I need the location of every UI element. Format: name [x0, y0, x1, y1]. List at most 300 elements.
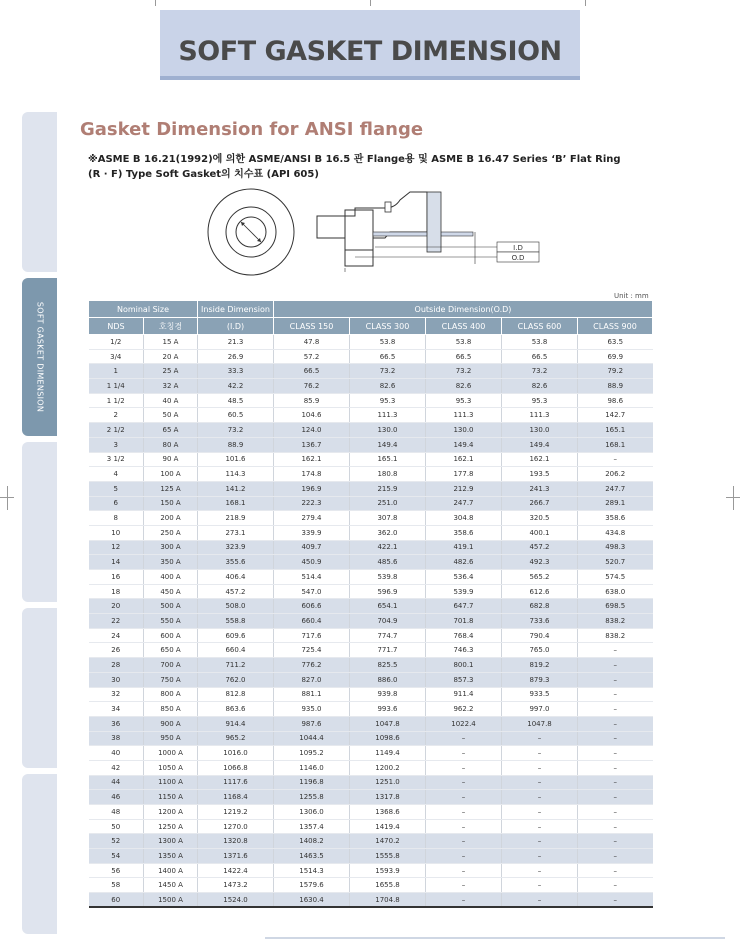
table-cell: 939.8: [350, 687, 426, 702]
table-cell: –: [502, 819, 578, 834]
table-cell: 1250 A: [144, 819, 198, 834]
header-outside-dimension: Outside Dimension(O.D): [274, 301, 653, 318]
table-cell: 1514.3: [274, 863, 350, 878]
table-cell: 165.1: [350, 452, 426, 467]
table-cell: 879.3: [502, 672, 578, 687]
table-cell: 47.8: [274, 335, 350, 350]
table-cell: 800.1: [426, 658, 502, 673]
table-cell: 57.2: [274, 349, 350, 364]
table-cell: 1095.2: [274, 746, 350, 761]
table-cell: –: [502, 878, 578, 893]
table-cell: 536.4: [426, 570, 502, 585]
table-cell: 1317.8: [350, 790, 426, 805]
table-cell: 88.9: [578, 379, 653, 394]
table-cell: 28: [89, 658, 144, 673]
table-cell: 16: [89, 570, 144, 585]
table-cell: 215.9: [350, 481, 426, 496]
table-cell: 149.4: [350, 437, 426, 452]
table-cell: 500 A: [144, 599, 198, 614]
table-cell: 1168.4: [198, 790, 274, 805]
header-class-900: CLASS 900: [578, 318, 653, 335]
table-cell: 790.4: [502, 628, 578, 643]
table-cell: 80 A: [144, 437, 198, 452]
table-cell: 323.9: [198, 540, 274, 555]
crop-mark-right-v: [733, 486, 734, 510]
table-cell: 289.1: [578, 496, 653, 511]
table-cell: 638.0: [578, 584, 653, 599]
crop-mark-left-v: [7, 486, 8, 510]
table-cell: 933.5: [502, 687, 578, 702]
table-cell: 125 A: [144, 481, 198, 496]
table-cell: 63.5: [578, 335, 653, 350]
table-cell: 40: [89, 746, 144, 761]
table-cell: 73.2: [350, 364, 426, 379]
table-cell: 434.8: [578, 525, 653, 540]
side-tab-label: [22, 278, 57, 436]
table-cell: 1368.6: [350, 805, 426, 820]
table-cell: 12: [89, 540, 144, 555]
header-class-300: CLASS 300: [350, 318, 426, 335]
table-cell: 1255.8: [274, 790, 350, 805]
table-cell: –: [578, 746, 653, 761]
side-tab-4[interactable]: [22, 608, 57, 768]
table-cell: 1146.0: [274, 760, 350, 775]
table-cell: –: [426, 819, 502, 834]
table-row: [89, 555, 653, 570]
page-title: SOFT GASKET DIMENSION: [178, 36, 562, 67]
table-cell: –: [426, 893, 502, 908]
table-cell: 3: [89, 437, 144, 452]
table-cell: 222.3: [274, 496, 350, 511]
table-sub-header-row: [89, 318, 653, 335]
table-cell: –: [426, 849, 502, 864]
table-row: [89, 540, 653, 555]
table-cell: 1047.8: [502, 716, 578, 731]
table-cell: –: [426, 863, 502, 878]
table-cell: –: [578, 790, 653, 805]
table-cell: 733.6: [502, 614, 578, 629]
table-cell: 251.0: [350, 496, 426, 511]
table-cell: 419.1: [426, 540, 502, 555]
table-cell: 241.3: [502, 481, 578, 496]
table-cell: 1066.8: [198, 760, 274, 775]
table-cell: –: [426, 760, 502, 775]
table-cell: –: [578, 878, 653, 893]
table-cell: 350 A: [144, 555, 198, 570]
table-cell: 1016.0: [198, 746, 274, 761]
table-cell: 25 A: [144, 364, 198, 379]
table-row: [89, 393, 653, 408]
table-cell: 26: [89, 643, 144, 658]
table-cell: 1306.0: [274, 805, 350, 820]
table-row: [89, 423, 653, 438]
table-cell: 1200 A: [144, 805, 198, 820]
table-row: [89, 614, 653, 629]
table-cell: 177.8: [426, 467, 502, 482]
table-cell: 76.2: [274, 379, 350, 394]
table-cell: –: [578, 452, 653, 467]
table-cell: 1: [89, 364, 144, 379]
table-cell: 1300 A: [144, 834, 198, 849]
table-cell: 1200.2: [350, 760, 426, 775]
table-cell: –: [426, 878, 502, 893]
table-cell: 111.3: [426, 408, 502, 423]
table-cell: 168.1: [198, 496, 274, 511]
table-cell: 1704.8: [350, 893, 426, 908]
table-row: [89, 716, 653, 731]
table-cell: 98.6: [578, 393, 653, 408]
table-cell: 66.5: [274, 364, 350, 379]
table-cell: 124.0: [274, 423, 350, 438]
table-cell: 4: [89, 467, 144, 482]
id-label: I.D: [513, 244, 523, 252]
table-cell: –: [578, 672, 653, 687]
table-cell: 136.7: [274, 437, 350, 452]
table-cell: 704.9: [350, 614, 426, 629]
header-banner-shadow: [160, 76, 580, 80]
table-row: [89, 893, 653, 908]
table-cell: 355.6: [198, 555, 274, 570]
table-row: [89, 467, 653, 482]
table-cell: 457.2: [198, 584, 274, 599]
table-group-header-row: [89, 301, 653, 318]
table-cell: 8: [89, 511, 144, 526]
table-cell: –: [578, 658, 653, 673]
table-cell: 73.2: [426, 364, 502, 379]
table-cell: –: [578, 643, 653, 658]
table-cell: 95.3: [426, 393, 502, 408]
table-cell: 196.9: [274, 481, 350, 496]
table-cell: 422.1: [350, 540, 426, 555]
table-cell: 762.0: [198, 672, 274, 687]
table-cell: 1149.4: [350, 746, 426, 761]
table-cell: 1 1/4: [89, 379, 144, 394]
table-cell: 1044.4: [274, 731, 350, 746]
table-cell: 1251.0: [350, 775, 426, 790]
header-nds: NDS: [89, 318, 144, 335]
table-cell: 609.6: [198, 628, 274, 643]
table-cell: 218.9: [198, 511, 274, 526]
table-cell: 539.9: [426, 584, 502, 599]
table-cell: 1371.6: [198, 849, 274, 864]
header-nominal-korean: 호칭경: [144, 318, 198, 335]
table-cell: 168.1: [578, 437, 653, 452]
table-row: [89, 878, 653, 893]
table-cell: 34: [89, 702, 144, 717]
side-tab-1[interactable]: [22, 112, 57, 272]
table-cell: 701.8: [426, 614, 502, 629]
table-cell: 1000 A: [144, 746, 198, 761]
table-cell: 1098.6: [350, 731, 426, 746]
table-row: [89, 628, 653, 643]
table-cell: 320.5: [502, 511, 578, 526]
table-cell: 700 A: [144, 658, 198, 673]
table-row: [89, 819, 653, 834]
table-cell: 1320.8: [198, 834, 274, 849]
table-cell: –: [502, 746, 578, 761]
table-cell: 987.6: [274, 716, 350, 731]
table-cell: 857.3: [426, 672, 502, 687]
table-cell: 725.4: [274, 643, 350, 658]
table-cell: 900 A: [144, 716, 198, 731]
table-cell: 1463.5: [274, 849, 350, 864]
table-cell: 492.3: [502, 555, 578, 570]
header-class-150: CLASS 150: [274, 318, 350, 335]
table-cell: 746.3: [426, 643, 502, 658]
table-cell: 647.7: [426, 599, 502, 614]
table-cell: 5: [89, 481, 144, 496]
table-row: [89, 672, 653, 687]
side-tab-3[interactable]: [22, 442, 57, 602]
crop-mark-top-center: [370, 0, 371, 6]
table-cell: 409.7: [274, 540, 350, 555]
table-cell: 130.0: [426, 423, 502, 438]
table-cell: –: [578, 731, 653, 746]
table-cell: 771.7: [350, 643, 426, 658]
table-cell: 863.6: [198, 702, 274, 717]
table-cell: 85.9: [274, 393, 350, 408]
table-cell: 914.4: [198, 716, 274, 731]
table-cell: 20: [89, 599, 144, 614]
table-cell: 1350 A: [144, 849, 198, 864]
header-class-600: CLASS 600: [502, 318, 578, 335]
table-cell: 100 A: [144, 467, 198, 482]
table-cell: –: [502, 760, 578, 775]
table-cell: 46: [89, 790, 144, 805]
table-cell: 15 A: [144, 335, 198, 350]
table-cell: 20 A: [144, 349, 198, 364]
table-cell: 38: [89, 731, 144, 746]
table-cell: 73.2: [198, 423, 274, 438]
table-cell: –: [502, 805, 578, 820]
table-cell: –: [578, 893, 653, 908]
table-cell: 485.6: [350, 555, 426, 570]
table-cell: –: [426, 834, 502, 849]
table-cell: 886.0: [350, 672, 426, 687]
table-cell: 358.6: [578, 511, 653, 526]
gasket-diagram: [205, 188, 565, 278]
table-cell: –: [502, 863, 578, 878]
table-cell: 450.9: [274, 555, 350, 570]
table-cell: 482.6: [426, 555, 502, 570]
table-row: [89, 481, 653, 496]
table-cell: 82.6: [350, 379, 426, 394]
table-cell: 1500 A: [144, 893, 198, 908]
table-cell: 800 A: [144, 687, 198, 702]
table-cell: 711.2: [198, 658, 274, 673]
table-cell: 660.4: [274, 614, 350, 629]
table-cell: 1593.9: [350, 863, 426, 878]
table-cell: –: [426, 746, 502, 761]
table-cell: 6: [89, 496, 144, 511]
table-cell: 457.2: [502, 540, 578, 555]
table-cell: 825.5: [350, 658, 426, 673]
table-cell: 21.3: [198, 335, 274, 350]
table-row: [89, 760, 653, 775]
table-cell: 508.0: [198, 599, 274, 614]
table-cell: 612.6: [502, 584, 578, 599]
table-cell: 111.3: [350, 408, 426, 423]
crop-mark-top-right: [585, 0, 586, 6]
table-cell: 174.8: [274, 467, 350, 482]
table-cell: 514.4: [274, 570, 350, 585]
table-cell: 654.1: [350, 599, 426, 614]
table-cell: 79.2: [578, 364, 653, 379]
table-cell: 717.6: [274, 628, 350, 643]
table-cell: 1422.4: [198, 863, 274, 878]
table-cell: –: [502, 731, 578, 746]
table-cell: 66.5: [502, 349, 578, 364]
table-cell: 819.2: [502, 658, 578, 673]
table-cell: 812.8: [198, 687, 274, 702]
header-banner: [160, 10, 580, 80]
table-cell: 1630.4: [274, 893, 350, 908]
table-cell: 33.3: [198, 364, 274, 379]
table-cell: 50 A: [144, 408, 198, 423]
table-cell: –: [578, 819, 653, 834]
od-label: O.D: [511, 254, 525, 262]
table-cell: 1117.6: [198, 775, 274, 790]
table-cell: 53.8: [502, 335, 578, 350]
table-cell: 358.6: [426, 525, 502, 540]
table-cell: 10: [89, 525, 144, 540]
table-cell: 600 A: [144, 628, 198, 643]
table-cell: 50: [89, 819, 144, 834]
table-row: [89, 452, 653, 467]
table-cell: 279.4: [274, 511, 350, 526]
table-cell: 547.0: [274, 584, 350, 599]
table-cell: 48: [89, 805, 144, 820]
table-cell: 1150 A: [144, 790, 198, 805]
table-cell: 539.8: [350, 570, 426, 585]
table-cell: 498.3: [578, 540, 653, 555]
table-cell: 18: [89, 584, 144, 599]
table-cell: 1524.0: [198, 893, 274, 908]
table-cell: –: [578, 863, 653, 878]
table-cell: 765.0: [502, 643, 578, 658]
table-cell: –: [578, 834, 653, 849]
table-cell: 60.5: [198, 408, 274, 423]
table-cell: –: [578, 805, 653, 820]
table-cell: 1100 A: [144, 775, 198, 790]
table-cell: –: [578, 687, 653, 702]
table-cell: 66.5: [426, 349, 502, 364]
crop-mark-top-left: [155, 0, 156, 6]
table-row: [89, 731, 653, 746]
table-cell: 750 A: [144, 672, 198, 687]
table-cell: –: [578, 702, 653, 717]
table-cell: 574.5: [578, 570, 653, 585]
table-cell: 300 A: [144, 540, 198, 555]
table-row: [89, 643, 653, 658]
table-cell: –: [502, 790, 578, 805]
table-cell: 1/2: [89, 335, 144, 350]
table-cell: –: [502, 834, 578, 849]
table-row: [89, 349, 653, 364]
table-cell: 114.3: [198, 467, 274, 482]
table-cell: 52: [89, 834, 144, 849]
table-row: [89, 584, 653, 599]
table-cell: 362.0: [350, 525, 426, 540]
table-cell: 1400 A: [144, 863, 198, 878]
table-body: [89, 335, 653, 908]
table-cell: –: [578, 775, 653, 790]
table-cell: 111.3: [502, 408, 578, 423]
table-cell: 1022.4: [426, 716, 502, 731]
table-row: [89, 437, 653, 452]
table-row: [89, 849, 653, 864]
table-cell: 14: [89, 555, 144, 570]
table-cell: 1579.6: [274, 878, 350, 893]
table-cell: 162.1: [502, 452, 578, 467]
table-row: [89, 775, 653, 790]
table-cell: –: [578, 716, 653, 731]
table-cell: 450 A: [144, 584, 198, 599]
table-cell: –: [578, 760, 653, 775]
table-cell: 193.5: [502, 467, 578, 482]
table-cell: 962.2: [426, 702, 502, 717]
bottom-rule: [265, 937, 725, 939]
table-cell: –: [502, 893, 578, 908]
table-cell: 82.6: [426, 379, 502, 394]
table-row: [89, 702, 653, 717]
table-cell: –: [502, 775, 578, 790]
table-cell: 26.9: [198, 349, 274, 364]
table-row: [89, 863, 653, 878]
table-cell: 53.8: [426, 335, 502, 350]
table-cell: 162.1: [274, 452, 350, 467]
table-row: [89, 408, 653, 423]
table-cell: 1473.2: [198, 878, 274, 893]
table-cell: 400 A: [144, 570, 198, 585]
table-cell: 247.7: [578, 481, 653, 496]
table-cell: 3/4: [89, 349, 144, 364]
table-cell: 307.8: [350, 511, 426, 526]
table-cell: 54: [89, 849, 144, 864]
table-cell: 838.2: [578, 614, 653, 629]
table-cell: 69.9: [578, 349, 653, 364]
table-cell: 776.2: [274, 658, 350, 673]
table-cell: 273.1: [198, 525, 274, 540]
table-row: [89, 496, 653, 511]
table-cell: 250 A: [144, 525, 198, 540]
table-row: [89, 335, 653, 350]
subtitle-line-1: ※ASME B 16.21(1992)에 의한 ASME/ANSI B 16.5 관 Flange용 및 ASME B 16.47 Series ‘B’ Flat Ring: [88, 154, 621, 165]
table-cell: 30: [89, 672, 144, 687]
table-cell: 32 A: [144, 379, 198, 394]
table-row: [89, 599, 653, 614]
table-cell: 104.6: [274, 408, 350, 423]
table-row: [89, 379, 653, 394]
table-cell: –: [426, 805, 502, 820]
table-cell: 212.9: [426, 481, 502, 496]
table-cell: 162.1: [426, 452, 502, 467]
table-row: [89, 834, 653, 849]
side-tab-5[interactable]: [22, 774, 57, 934]
table-cell: 997.0: [502, 702, 578, 717]
table-cell: 339.9: [274, 525, 350, 540]
section-title: Gasket Dimension for ANSI flange: [80, 119, 424, 140]
table-row: [89, 790, 653, 805]
table-cell: 56: [89, 863, 144, 878]
table-row: [89, 805, 653, 820]
table-cell: 24: [89, 628, 144, 643]
table-cell: 1470.2: [350, 834, 426, 849]
table-cell: 774.7: [350, 628, 426, 643]
table-cell: 101.6: [198, 452, 274, 467]
table-cell: 1408.2: [274, 834, 350, 849]
header-id: (I.D): [198, 318, 274, 335]
